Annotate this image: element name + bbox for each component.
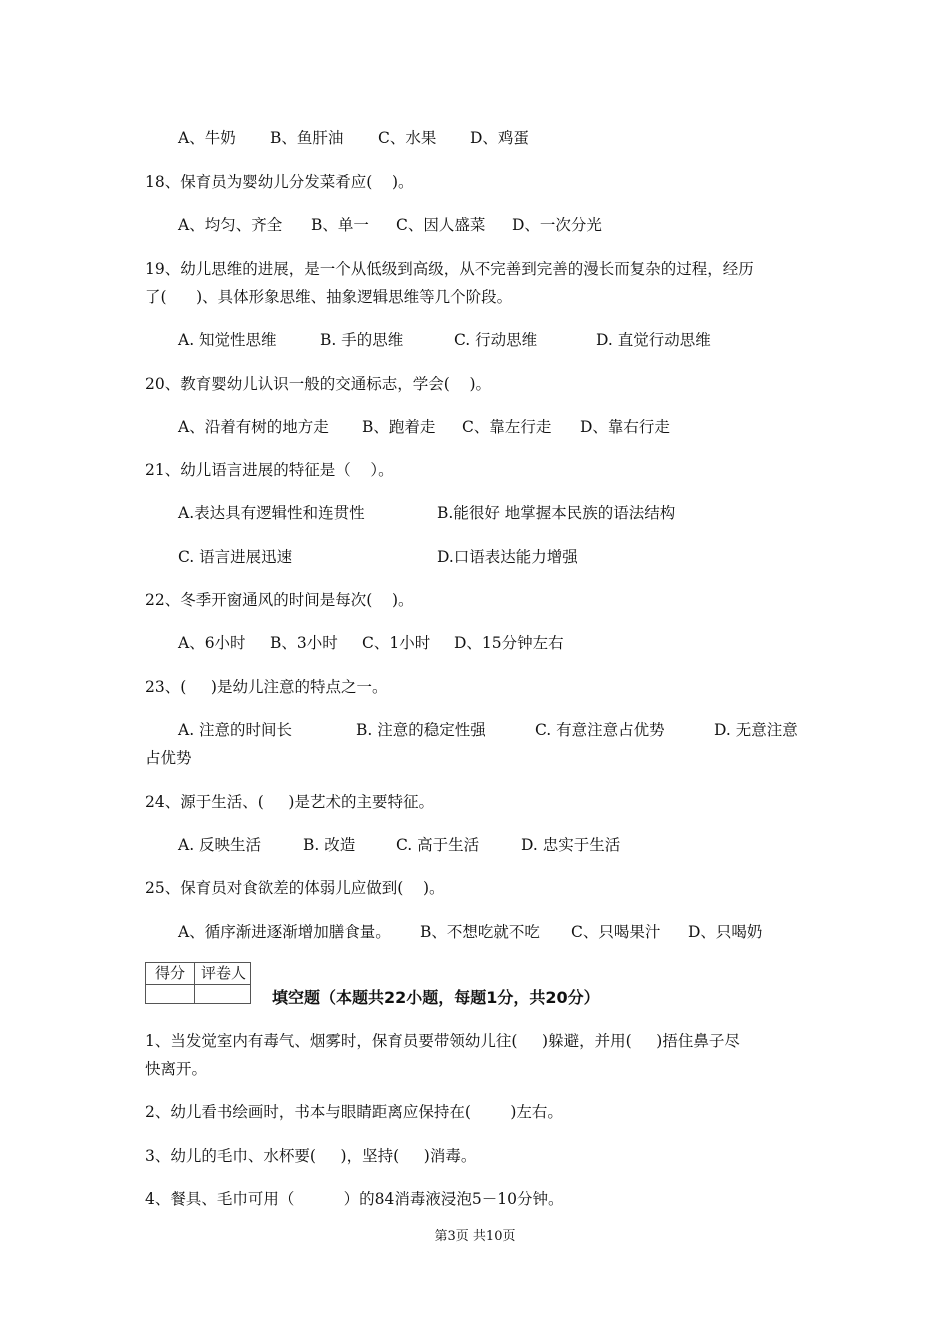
fill-q4: 4、餐具、毛巾可用（ ）的84消毒液浸泡5－10分钟。 [145,1190,564,1208]
score-box-horizontal-divider [146,984,250,985]
section-title: 填空题（本题共22小题，每题1分，共20分） [272,988,600,1007]
q20-option-b: B、跑着走 [362,418,436,436]
q20-option-d: D、靠右行走 [580,418,670,436]
q22-option-a: A、6小时 [178,634,246,652]
q24-stem: 24、源于生活、( )是艺术的主要特征。 [145,793,434,811]
q22-option-d: D、15分钟左右 [454,634,564,652]
fill-q1-line1: 1、当发觉室内有毒气、烟雾时，保育员要带领幼儿往( )躲避，并用( )捂住鼻子尽 [145,1032,740,1050]
q19-option-d: D. 直觉行动思维 [596,331,711,349]
q25-option-d: D、只喝奶 [688,923,763,941]
q21-stem: 21、幼儿语言进展的特征是（ ）。 [145,461,394,479]
q22-stem: 22、冬季开窗通风的时间是每次( )。 [145,591,414,609]
q23-option-b: B. 注意的稳定性强 [356,721,486,739]
q18-stem: 18、保育员为婴幼儿分发菜肴应( )。 [145,173,414,191]
q25-stem: 25、保育员对食欲差的体弱儿应做到( )。 [145,879,445,897]
q18-option-c: C、因人盛菜 [396,216,486,234]
q20-option-c: C、靠左行走 [462,418,552,436]
q23-continuation: 占优势 [145,749,192,767]
q21-option-d: D.口语表达能力增强 [437,548,578,566]
q22-option-c: C、1小时 [362,634,431,652]
q21-option-c: C. 语言进展迅速 [178,548,293,566]
q17-option-d: D、鸡蛋 [470,129,529,147]
q19-option-b: B. 手的思维 [320,331,404,349]
q21-option-a: A.表达具有逻辑性和连贯性 [178,504,365,522]
q25-option-b: B、不想吃就不吃 [420,923,540,941]
q25-option-c: C、只喝果汁 [571,923,661,941]
q18-option-d: D、一次分光 [512,216,602,234]
q23-option-c: C. 有意注意占优势 [535,721,665,739]
q24-option-d: D. 忠实于生活 [521,836,621,854]
q18-option-a: A、均匀、齐全 [178,216,283,234]
score-box [145,962,251,1004]
q20-stem: 20、教育婴幼儿认识一般的交通标志，学会( )。 [145,375,492,393]
q18-option-b: B、单一 [311,216,369,234]
q23-option-d: D. 无意注意 [714,721,798,739]
fill-q3: 3、幼儿的毛巾、水杯要( )，坚持( )消毒。 [145,1147,477,1165]
q21-option-b: B.能很好 地掌握本民族的语法结构 [437,504,676,522]
q19-option-c: C. 行动思维 [454,331,538,349]
q17-option-b: B、鱼肝油 [270,129,344,147]
q19-option-a: A. 知觉性思维 [178,331,277,349]
q17-option-a: A、牛奶 [178,129,236,147]
fill-q1-line2: 快离开。 [145,1060,208,1078]
q24-option-a: A. 反映生活 [178,836,262,854]
q24-option-c: C. 高于生活 [396,836,480,854]
fill-q2: 2、幼儿看书绘画时，书本与眼睛距离应保持在( )左右。 [145,1103,563,1121]
q23-option-a: A. 注意的时间长 [178,721,293,739]
q17-option-c: C、水果 [378,129,437,147]
q19-stem-line1: 19、幼儿思维的进展，是一个从低级到高级，从不完善到完善的漫长而复杂的过程，经历 [145,260,754,278]
q24-option-b: B. 改造 [303,836,356,854]
q20-option-a: A、沿着有树的地方走 [178,418,329,436]
page-number: 第3页 共10页 [434,1229,516,1244]
q25-option-a: A、循序渐进逐渐增加膳食量。 [178,923,391,941]
q19-stem-line2: 了( )、具体形象思维、抽象逻辑思维等几个阶段。 [145,288,513,306]
score-label: 得分 [154,964,185,982]
q22-option-b: B、3小时 [270,634,338,652]
q23-stem: 23、( )是幼儿注意的特点之一。 [145,678,388,696]
grader-label: 评卷人 [200,964,246,982]
